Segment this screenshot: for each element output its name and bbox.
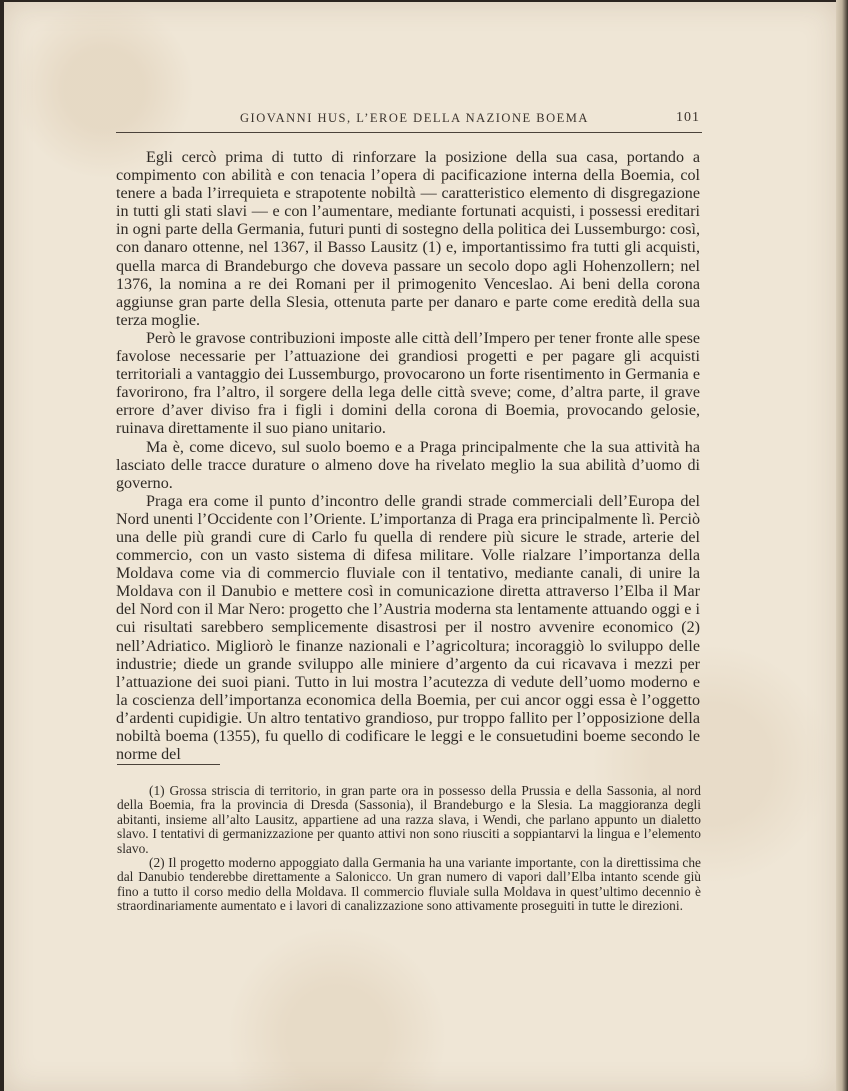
paragraph: Egli cercò prima di tutto di rinforzare la posizione della sua casa, portando a compimento con abilità e con tenacia l’opera di pacificazione interna della Boemia, col tenere a bada l’irrequieta e strapotente nobiltà — caratteristico elemento di disgregazione in tutti gli stati slavi — e con l’aumentare, mediante fortunati acquisti, i possessi ereditari in ogni parte della Germania, futuri punti di sostegno della politica dei Lussemburgo: così, con danaro ottenne, nel 1367, il Basso Lausitz (1) e, importantissimo fra tutti gli acquisti, quella marca di Brandeburgo che doveva passare un secolo dopo agli Hohenzollern; nel 1376, la nomina a re dei Romani per il primogenito Venceslao. Ai beni della corona aggiunse gran parte della Slesia, ottenuta parte per danaro e parte come eredità della sua terza moglie. [116, 149, 700, 329]
page-number: 101 [676, 110, 700, 125]
main-text [116, 149, 700, 764]
footnote-separator [117, 764, 220, 765]
page-edge [836, 0, 848, 1091]
book-page [4, 2, 836, 1091]
footnote: (2) Il progetto moderno appoggiato dalla Germania ha una variante importante, con la direttissima che dal Danubio tenderebbe direttamente a Salonicco. Un gran numero di vapori dall’Elba intanto scende giù fino a tutto il corso medio della Moldava. Il commercio fluviale sulla Moldava in quest’ultimo decennio è straordinariamente aumentato e i lavori di canalizzazione sono attivamente proseguiti in tutte le direzioni. [117, 855, 701, 914]
paragraph: Praga era come il punto d’incontro delle grandi strade commerciali dell’Europa del Nord unenti l’Occidente con l’Oriente. L’importanza di Praga era principalmente lì. Perciò una delle più grandi cure di Carlo fu quella di rendere più sicure le strade, arterie del commercio, con un vasto sistema di difesa militare. Volle rialzare l’importanza della Moldava come via di commercio fluviale con il tentativo, mediante canali, di unire la Moldava con il Danubio e mettere così in comunicazione diretta attraverso l’Elba il Mar del Nord con il Mar Nero: progetto che l’Austria moderna sta lentamente attuando oggi e i cui risultati sarebbero semplicemente disastrosi per il nostro avvenire economico (2) nell’Adriatico. Migliorò le finanze nazionali e l’agricoltura; incoraggiò lo sviluppo delle industrie; diede un grande sviluppo alle miniere d’argento da cui ricavava i mezzi per l’attuazione dei suoi piani. Tutto in lui mostra l’acutezza di vedute dell’uomo moderno e la coscienza dell’importanza economica della Boemia, per cui ancor oggi essa è l’oggetto d’ardenti cupidigie. Un altro tentativo grandioso, pur troppo fallito per l’opposizione della nobiltà boema (1355), fu quello di codificare le leggi e le consuetudini boeme secondo le norme del [116, 492, 700, 764]
paragraph: Ma è, come dicevo, sul suolo boemo e a Praga principalmente che la sua attività ha lasciato delle tracce durature o almeno dove ha rivelato meglio la sua abilità d’uomo di governo. [116, 438, 700, 492]
running-title: GIOVANNI HUS, L’EROE DELLA NAZIONE BOEMA [240, 111, 589, 125]
footnotes [117, 784, 701, 914]
paragraph: Però le gravose contribuzioni imposte alle città dell’Impero per tener fronte alle spese favolose necessarie per l’attuazione dei grandiosi progetti e per pagare gli acquisti territoriali a vantaggio dei Lussemburgo, provocarono un forte risentimento in Germania e favorirono, fra l’altro, il sorgere della lega delle città sveve; come, d’altra parte, il grave errore d’aver diviso fra i figli i domini della corona di Boemia, provocando gelosie, ruinava direttamente il suo piano unitario. [116, 329, 700, 438]
running-header [116, 110, 702, 133]
footnote: (1) Grossa striscia di territorio, in gran parte ora in possesso della Prussia e della Sassonia, al nord della Boemia, fra la provincia di Dresda (Sassonia), il Brandeburgo e la Slesia. La maggioranza degli abitanti, insieme all’alto Lausitz, appartiene ad una razza slava, i Wendi, che parlano appunto un dialetto slavo. I tentativi di germanizzazione per quanto attivi non sono riusciti a soppiantarvi la lingua e l’elemento slavo. [117, 783, 701, 856]
